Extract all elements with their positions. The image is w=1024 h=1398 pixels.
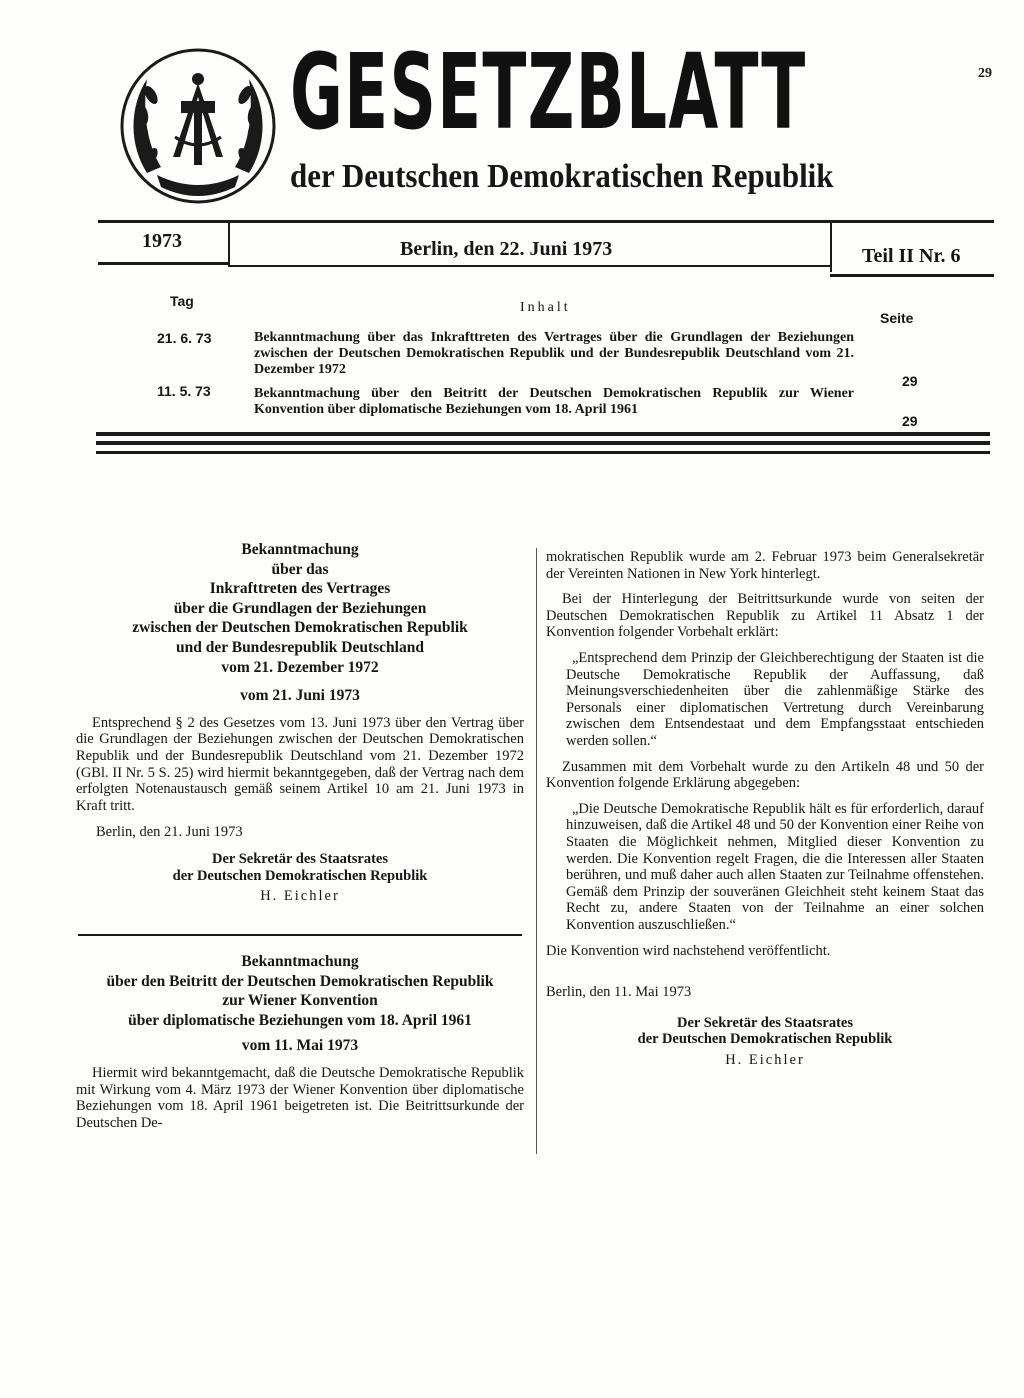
gdr-state-emblem-icon <box>117 45 279 207</box>
notice-2-quote-1: „Entsprechend dem Prinzip der Gleichberechtigung der Staaten ist die Deutsche Demokratische Republik der Auffassung, daß Meinungsverschiedenheiten über die zahlenmäßige Stärke des Personals einer diplomatischen Vertretung durch Vereinbarung zwischen dem Entsendestaat und dem Empfangsstaat entschieden werden sollen.“ <box>566 649 984 749</box>
issue-year: 1973 <box>142 230 182 252</box>
notice-1-body: Entsprechend § 2 des Gesetzes vom 13. Juni 1973 über den Vertrag über die Grundlagen der Beziehungen zwischen der Deutschen Demokratischen Republik und der Bundesrepublik Deutschland vom 21. Dezember 1972 (GBl. II Nr. 5 S. 25) wird hiermit bekanntgegeben, daß der Vertrag nach dem erfolgten Notenaustausch gemäß seinem Artikel 10 am 21. Juni 1973 in Kraft tritt. <box>76 714 524 814</box>
notice-1-heading-line: zwischen der Deutschen Demokratischen Republik <box>132 619 468 637</box>
toc-title: Inhalt <box>520 300 571 315</box>
column-divider <box>536 548 537 1154</box>
notice-2-signer-title: Der Sekretär des Staatsrates <box>677 1014 853 1031</box>
issue-place-date: Berlin, den 22. Juni 1973 <box>400 238 613 260</box>
notice-separator-rule <box>78 934 522 936</box>
toc-bottom-rule <box>96 451 990 454</box>
toc-entry-text: Bekanntmachung über den Beitritt der Deutschen Demokratischen Republik zur Wiener Konvention über diplomatische Beziehungen vom 18. April 1961 <box>254 386 854 417</box>
notice-1-heading-line: über die Grundlagen der Beziehungen <box>173 599 427 617</box>
notice-1-heading-line: Bekanntmachung <box>241 541 359 558</box>
notice-1-date-line: vom 21. Juni 1973 <box>240 687 360 705</box>
notice-2-place-date: Berlin, den 11. Mai 1973 <box>546 984 692 1001</box>
notice-1-signer-title: Der Sekretär des Staatsrates <box>212 850 388 867</box>
notice-2-para-4: Die Konvention wird nachstehend veröffentlicht. <box>546 943 831 960</box>
issue-bar-divider <box>830 222 832 272</box>
notice-2-heading-line: Bekanntmachung <box>241 953 359 970</box>
notice-2-heading-line: über den Beitritt der Deutschen Demokratischen Republik <box>106 972 494 990</box>
toc-bottom-rule <box>96 441 990 445</box>
notice-1-place-date: Berlin, den 21. Juni 1973 <box>96 824 243 841</box>
notice-2-heading-line: zur Wiener Konvention <box>222 992 378 1010</box>
toc-entry-page: 29 <box>902 413 918 429</box>
notice-1-heading-line: über das <box>271 560 329 578</box>
notice-2-para-2: Bei der Hinterlegung der Beitrittsurkunde wurde von seiten der Deutschen Demokratischen Republik zu Artikel 11 Absatz 1 der Konvention folgender Vorbehalt erklärt: <box>546 591 984 641</box>
notice-1-signer-name: H. Eichler <box>260 888 340 905</box>
masthead-title: GESETZBLATT <box>290 31 807 153</box>
toc-tag-label: Tag <box>170 293 194 309</box>
notice-2-heading-line: über diplomatische Beziehungen vom 18. April 1961 <box>128 1011 472 1029</box>
issue-number: Teil II Nr. 6 <box>862 245 961 267</box>
issue-bar-bottom-rule <box>98 262 230 265</box>
notice-2 <box>76 952 524 1131</box>
notice-1-heading-line: vom 21. Dezember 1972 <box>221 658 379 676</box>
toc-entry-text: Bekanntmachung über das Inkrafttreten des Vertrages über die Grundlagen der Beziehungen zwischen der Deutschen Demokratischen Republik und der Bundesrepublik Deutschland vom 21. Dezember 1972 <box>254 330 854 377</box>
notice-1 <box>76 540 524 905</box>
page-number: 29 <box>978 66 992 81</box>
toc-entry-page: 29 <box>902 373 918 389</box>
notice-1-heading-line: und der Bundesrepublik Deutschland <box>176 638 424 656</box>
notice-2-signer-name: H. Eichler <box>725 1051 805 1068</box>
notice-2-signer-title: der Deutschen Demokratischen Republik <box>637 1031 893 1048</box>
toc-seite-label: Seite <box>880 310 914 326</box>
notice-2-continued <box>546 549 984 1068</box>
notice-1-heading-line: Inkrafttreten des Vertrages <box>209 580 391 598</box>
masthead-subtitle: der Deutschen Demokratischen Republik <box>290 158 834 195</box>
toc-bottom-rule <box>96 432 990 436</box>
notice-2-body-right: mokratischen Republik wurde am 2. Februar 1973 beim Generalsekretär der Vereinten Nationen in New York hinterlegt. <box>546 549 984 582</box>
issue-bar-top-rule <box>98 220 994 223</box>
toc-entry-date: 21. 6. 73 <box>157 330 212 346</box>
notice-1-signer-title: der Deutschen Demokratischen Republik <box>172 867 428 884</box>
issue-bar-divider <box>228 222 230 262</box>
issue-bar-bottom-rule <box>830 274 994 277</box>
notice-2-para-3: Zusammen mit dem Vorbehalt wurde zu den Artikeln 48 und 50 der Konvention folgende Erklärung abgegeben: <box>546 758 984 792</box>
notice-2-body-left: Hiermit wird bekanntgemacht, daß die Deutsche Demokratische Republik mit Wirkung vom 4. März 1973 der Wiener Konvention über diplomatische Beziehungen vom 18. April 1961 beigetreten ist. Die Beitrittsurkunde der Deutschen De- <box>76 1064 524 1131</box>
notice-2-date-line: vom 11. Mai 1973 <box>241 1037 359 1055</box>
notice-2-quote-2: „Die Deutsche Demokratische Republik hält es für erforderlich, darauf hinzuweisen, daß die Artikel 48 und 50 der Konvention einer Reihe von Staaten die Möglichkeit nehmen, Mitglied dieser Konvention zu werden. Die Konvention regelt Fragen, die die Interessen aller Staaten berühren, und muß daher auch allen Staaten zur Teilnahme offenstehen. Gemäß dem Prinzip der souveränen Gleichheit steht keinem Staat das Recht zu, andere Staaten von der Teilnahme an einer solchen Konvention auszuschließen.“ <box>566 800 984 933</box>
issue-bar-bottom-rule <box>228 265 830 267</box>
toc-entry-date: 11. 5. 73 <box>157 383 211 399</box>
